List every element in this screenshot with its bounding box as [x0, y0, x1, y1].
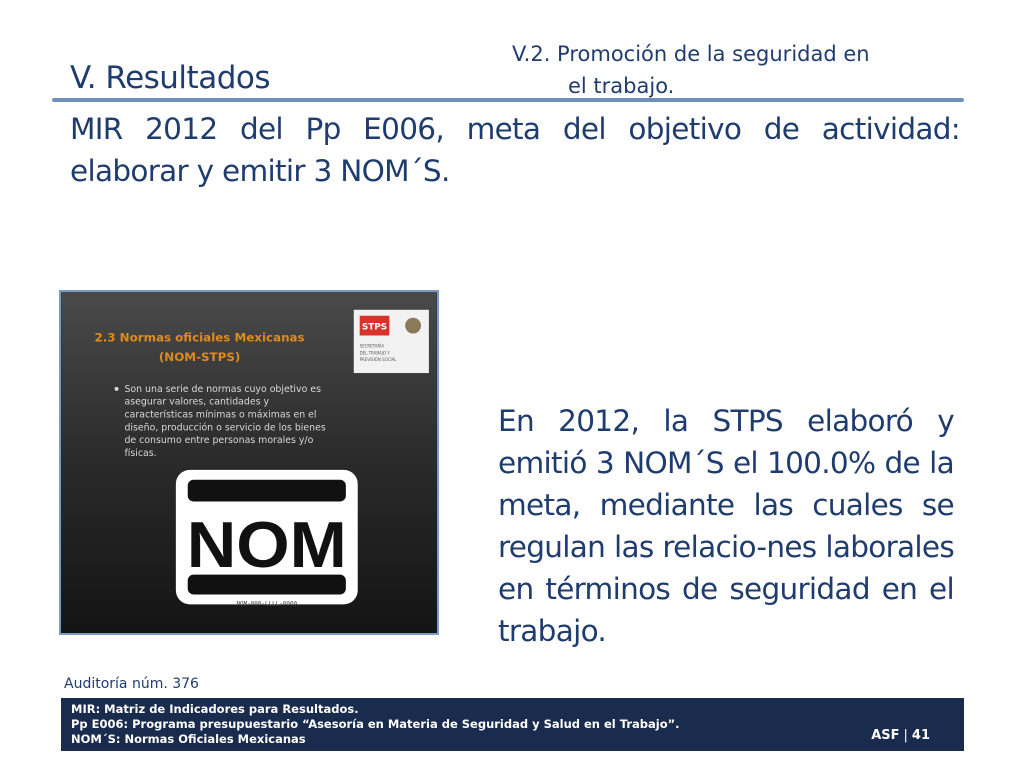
slide-heading-line-1: 2.3 Normas oficiales Mexicanas [94, 330, 305, 345]
bullet-line: asegurar valores, cantidades y [124, 396, 270, 408]
audit-number: Auditoría núm. 376 [64, 676, 199, 692]
nom-code-text: NOM-000-LLLL-0000 [236, 600, 298, 608]
subsection-line-1: V.2. Promoción de la seguridad en [512, 42, 870, 66]
footer-separator: | [903, 728, 908, 743]
footer-note: MIR: Matriz de Indicadores para Resultados. [71, 702, 359, 716]
headline: MIR 2012 del Pp E006, meta del objetivo de actividad: elaborar y emitir 3 NOM´S. [70, 112, 960, 188]
bullet-line: Son una serie de normas cuyo objetivo es [124, 383, 321, 395]
footer-note: Pp E006: Programa presupuestario “Asesoría en Materia de Seguridad y Salud en el Trabajo”. [71, 717, 680, 731]
subsection-title [512, 38, 952, 102]
section-title: V. Resultados [70, 60, 270, 96]
page-number: 41 [911, 728, 930, 743]
bullet-line: diseño, producción o servicio de los bienes [124, 422, 326, 434]
nom-logo-top-bar [188, 480, 346, 502]
footer-org: ASF [871, 728, 900, 743]
footer-notes [71, 702, 680, 747]
footer-note: NOM´S: Normas Oficiales Mexicanas [71, 732, 306, 746]
bullet-dot-icon [115, 387, 119, 391]
subsection-line-2: el trabajo. [568, 74, 675, 98]
footer-bar [61, 698, 964, 751]
stps-caption-2: DEL TRABAJO Y [359, 350, 390, 356]
title-divider [52, 98, 964, 102]
stps-caption-3: PREVISIÓN SOCIAL [359, 357, 397, 363]
stps-logo-text: STPS [361, 322, 388, 333]
body-text: En 2012, la STPS elaboró y emitió 3 NOM´S el 100.0% de la meta, mediante las cuales se regulan las relacio-nes laborales en términos de seguridad en el trabajo. [498, 404, 954, 648]
bullet-line: características mínimas o máximas en el [124, 409, 317, 421]
mexico-seal-icon [405, 318, 421, 334]
bullet-line: de consumo entre personas morales y/o [124, 435, 314, 447]
bullet-line: físicas. [124, 448, 157, 460]
footer-page-info [871, 728, 930, 743]
embedded-slide-image [59, 290, 439, 635]
slide-heading-line-2: (NOM-STPS) [158, 350, 241, 365]
nom-logo-text: NOM [186, 507, 347, 581]
stps-caption-1: SECRETARÍA [359, 343, 385, 349]
